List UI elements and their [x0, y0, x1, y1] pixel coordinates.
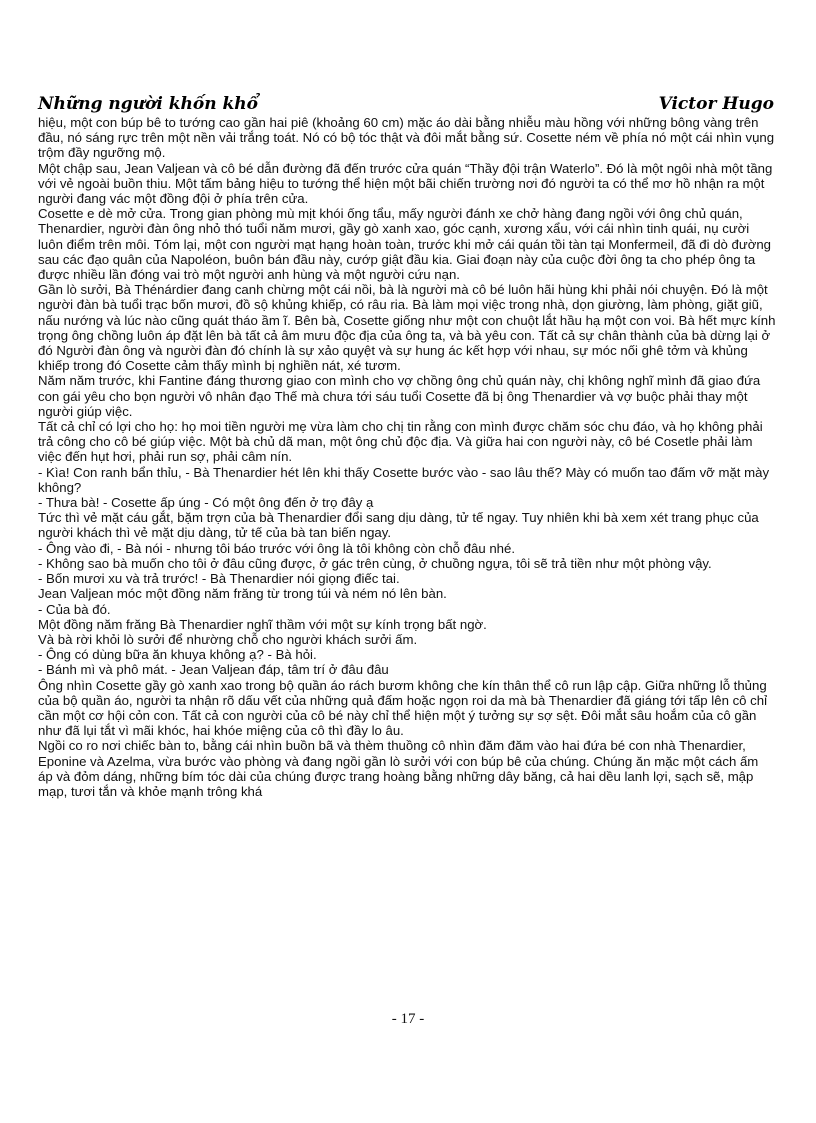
paragraph: - Ông có dùng bữa ăn khuya không ạ? - Bà hỏi. — [38, 647, 317, 663]
paragraph: - Kìa! Con ranh bẩn thỉu, - Bà Thenardier hét lên khi thấy Cosette bước vào - sao lâu thế? Mày có muốn tao đấm vỡ mặt mày không? — [38, 464, 770, 495]
paragraph: Và bà rời khỏi lò sưởi để nhường chỗ cho người khách sưởi ấm. — [38, 631, 418, 647]
paragraph: Gần lò sưởi, Bà Thénárdier đang canh chừng một cái nồi, bà là người mà cô bé luôn hãi hùng khi phải nói chuyện. Đó là một người đàn bà tuổi trạc bốn mươi, đồ sộ khủng khiếp, có râu ria. Bà làm mọi việc trong nhà, dọn giường, làm phòng, giặt giũ, nấu nướng và lúc nào cũng quát tháo ầm ĩ. Bên bà, Cosette giống như một con chuột lắt hầu hạ một con voi. Bà hết mực kính trọng ông chồng luôn áp đặt lên bà tất cả âm mưu độc địa của ông ta, và bà yêu con. Tất cả sự chân thành của bà dừng lại ở đó Người đàn ông và người đàn đó chính là sự xảo quyệt và sự hung ác kết hợp với nhau, sự móc nối ghê tởm và khủng khiếp trong đó Cosette cảm thấy mình bị nghiền nát, xé tươm. — [38, 282, 776, 374]
paragraph: Tức thì vẻ mặt cáu gắt, bặm trợn của bà Thenardier đổi sang dịu dàng, tử tế ngay. Tuy nhiên khi bà xem xét trang phục của người khách thì vẻ mặt dịu dàng, tử tế của bà tan biến ngay. — [38, 510, 759, 541]
paragraph: - Của bà đó. — [38, 601, 111, 617]
paragraph: Cosette e dè mở cửa. Trong gian phòng mù mịt khói ống tẩu, mấy người đánh xe chở hàng đang ngồi với ông chủ quán, Thenardier, người đàn ông nhỏ thó tuổi năm mươi, gầy gò xanh xao, góc cạnh, xương xẩu, với cái nhìn tinh quái, nụ cười luôn điểm trên môi. Tóm lại, một con người mạt hạng hoàn toàn, trước khi mở cái quán tồi tàn tại Monfermeil, đã đi dò đường sau các đạo quân của Napoléon, buôn bán đầu này, cướp giật đầu kia. Giai đoạn này của cuộc đời ông ta cho phép ông ta được nhiều lần đóng vai trò một người anh hùng và một người cứu nạn. — [38, 206, 772, 283]
paragraph: Tất cả chỉ có lợi cho họ: họ moi tiền người mẹ vừa làm cho chị tin rằng con mình được chăm sóc chu đáo, và họ không phải trả công cho cô bé giúp việc. Một bà chủ dã man, một ông chủ độc địa. Và giữa hai con người này, cô bé Cosetle phải làm việc đến hụt hơi, phải run sợ, phải câm nín. — [38, 419, 763, 465]
paragraph: - Không sao bà muốn cho tôi ở đâu cũng được, ở gác trên cùng, ở chuồng ngựa, tôi sẽ trả tiền như một phòng vậy. — [38, 555, 712, 571]
paragraph: Jean Valjean móc một đồng năm frăng từ trong túi và ném nó lên bàn. — [38, 586, 447, 602]
paragraph: - Bánh mì và phô mát. - Jean Valjean đáp, tâm trí ở đâu đâu — [38, 662, 389, 678]
body-text — [38, 115, 776, 799]
paragraph: Một đồng năm frăng Bà Thenardier nghĩ thầm với một sự kính trọng bất ngờ. — [38, 616, 487, 632]
paragraph: Ông nhìn Cosette gầy gò xanh xao trong bộ quần áo rách bươm không che kín thân thể cô run lập cập. Giữa những lỗ thủng của bộ quần áo, người ta nhận rõ dấu vết của những quả đấm hoặc ngọn roi da mà bà Thenardier đã giáng tới tấp lên cô chỉ cần một cơ hội cỏn con. Tất cả con người của cô bé này chỉ thể hiện một ý tưởng sự sợ sệt. Đôi mắt sâu hoắm của cô gần như đã lụi tắt vì mãi khóc, hai khóe miệng của cô thì đầy lo âu. — [38, 677, 768, 739]
paragraph: - Bốn mươi xu và trả trước! - Bà Thenardier nói giọng điếc tai. — [38, 571, 400, 587]
page-number: - 17 - — [391, 1011, 425, 1027]
paragraph: Năm năm trước, khi Fantine đáng thương giao con mình cho vợ chồng ông chủ quán này, chị không nghĩ mình đã giao đứa con gái yêu cho bọn người vô nhân đạo Thế mà chưa tới sáu tuổi Cosette đã bị ông Thenardier và vợ buộc phải thay một người giúp việc. — [38, 373, 761, 419]
paragraph: - Ông vào đi, - Bà nói - nhưng tôi báo trước với ông là tôi không còn chỗ đâu nhé. — [38, 540, 516, 556]
paragraph: Một chập sau, Jean Valjean và cô bé dẫn đường đã đến trước cửa quán “Thầy đội trận Waterlo”. Đó là một ngôi nhà một tầng với vẻ ngoài buồn thiu. Một tấm bảng hiệu to tướng thể hiện một bãi chiến trường nơi đó người ta có thể mơ hồ nhận ra một người đang vác một đồng đội ở phía trên cửa. — [38, 160, 773, 207]
paragraph: - Thưa bà! - Cosette ấp úng - Có một ông đến ở trọ đây ạ — [38, 495, 374, 511]
book-title: Những người khốn khổ — [38, 94, 258, 114]
author-name: Victor Hugo — [658, 94, 774, 114]
paragraph: hiệu, một con búp bê to tướng cao gần hai piê (khoảng 60 cm) mặc áo dài bằng nhiễu màu hồng với những bông vàng trên đầu, nó sáng rực trên một nền vải trắng toát. Nó có bộ tóc thật và đôi mắt bằng sứ. Cosette ném về phía nó một cái nhìn vụng trộm đầy ngưỡng mộ. — [38, 115, 775, 161]
paragraph: Ngồi co ro nơi chiếc bàn to, bằng cái nhìn buồn bã và thèm thuồng cô nhìn đăm đăm vào hai đứa bé con nhà Thenardier, Eponine và Azelma, vừa bước vào phòng và đang ngồi gần lò sưởi với con búp bê của chúng. Chúng ăn mặc một cách ấm áp và đỏm dáng, những bím tóc dài của chúng được trang hoàng bằng những dây băng, cả hai dều lanh lợi, sạch sẽ, mập mạp, tươi tắn và khỏe mạnh trông khá — [38, 738, 759, 799]
